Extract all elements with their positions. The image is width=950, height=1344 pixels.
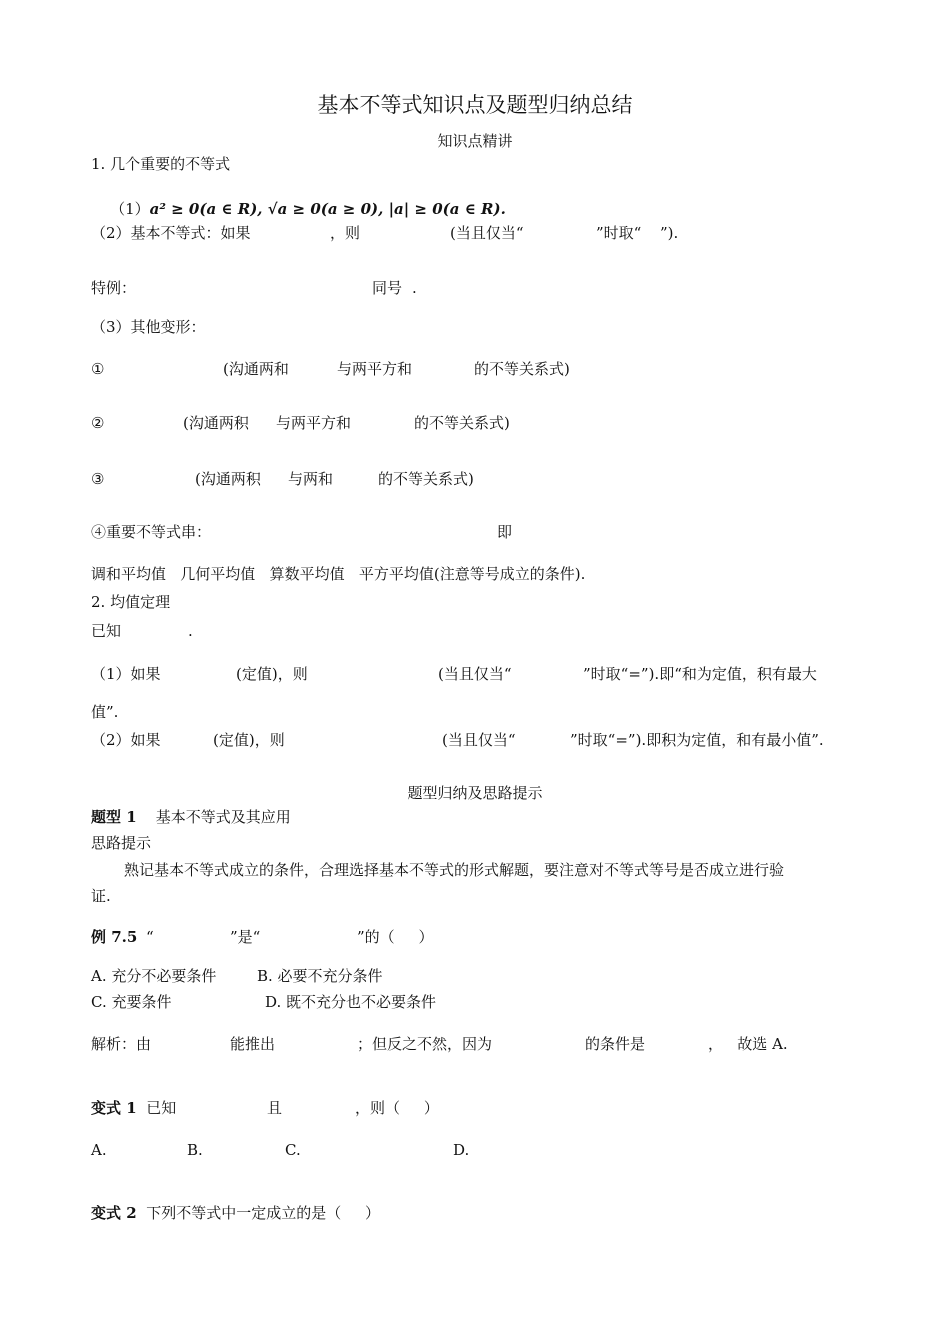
option-a: A. 充分不必要条件 <box>91 967 217 985</box>
text-fragment: (当且仅当“ <box>450 224 524 242</box>
given-label: 已知 <box>91 622 122 640</box>
item-number: （1） <box>110 200 150 218</box>
hint-text-continued: 证. <box>91 887 111 905</box>
text-fragment: (定值)，则 <box>236 665 308 683</box>
text-fragment: 的不等关系式) <box>378 470 474 488</box>
text-fragment: . <box>412 279 417 297</box>
variant-1-option-b: B. <box>187 1141 203 1159</box>
text-fragment: (沟通两积 <box>195 470 261 488</box>
text-fragment: ；但反之不然，因为 <box>357 1035 493 1053</box>
document-title: 基本不等式知识点及题型归纳总结 <box>317 93 633 117</box>
text-fragment: ”时取“ <box>596 224 642 242</box>
hint-label: 思路提示 <box>91 834 152 852</box>
variant-1-label <box>91 1099 176 1117</box>
text-fragment: (当且仅当“ <box>438 665 512 683</box>
text-fragment: 的条件是 <box>585 1035 646 1053</box>
text-fragment: 已知 <box>146 1099 177 1117</box>
option-b: B. 必要不充分条件 <box>257 967 383 985</box>
variant-2-text: 下列不等式中一定成立的是（ ） <box>146 1204 381 1222</box>
mean-theorem-1: （1）如果 <box>91 665 161 683</box>
variant-2-label <box>91 1204 380 1222</box>
text-fragment: ，则 <box>330 224 361 242</box>
variant-1-number: ① <box>91 360 105 378</box>
variant-number: 变式 2 <box>91 1204 137 1222</box>
text-fragment: 与两平方和 <box>276 414 352 432</box>
inequality-formula: a² ≥ 0(a ∈ R), √a ≥ 0(a ≥ 0), |a| ≥ 0(a ∈ R). <box>149 200 506 218</box>
text-fragment: ， 故选 A. <box>708 1035 788 1053</box>
text-fragment: 的不等关系式) <box>414 414 510 432</box>
means-line: 调和平均值 几何平均值 算数平均值 平方平均值(注意等号成立的条件). <box>91 565 586 583</box>
example-label <box>91 928 137 946</box>
text-fragment: （2）基本不等式：如果 <box>91 224 251 242</box>
text-fragment: 值”. <box>91 703 119 721</box>
variant-3-number: ③ <box>91 470 105 488</box>
text-fragment: 且 <box>267 1099 283 1117</box>
type-label: 题型 1 <box>91 808 137 826</box>
inequality-chain-label: ④重要不等式串： <box>91 523 212 541</box>
text-fragment: ”时取“=”).即“和为定值，积有最大 <box>583 665 817 683</box>
text-fragment: ”). <box>660 224 679 242</box>
section-heading-knowledge: 知识点精讲 <box>437 132 513 150</box>
variant-1-option-d: D. <box>453 1141 470 1159</box>
hint-text: 熟记基本不等式成立的条件，合理选择基本不等式的形式解题，要注意对不等式等号是否成立进行验 <box>124 861 785 879</box>
text-fragment: (定值)，则 <box>213 731 285 749</box>
example-number: 例 7.5 <box>91 928 138 946</box>
text-fragment: ”时取“=”).即积为定值，和有最小值”. <box>570 731 824 749</box>
other-variants-heading: （3）其他变形： <box>91 318 206 336</box>
text-fragment: ”是“ <box>230 928 261 946</box>
text-fragment: . <box>188 622 193 640</box>
knowledge-point-1: 1. 几个重要的不等式 <box>91 155 231 173</box>
variant-number: 变式 1 <box>91 1099 137 1117</box>
section-heading-types: 题型归纳及思路提示 <box>407 784 543 802</box>
mean-theorem-2: （2）如果 <box>91 731 161 749</box>
variant-1-option-c: C. <box>285 1141 301 1159</box>
text-fragment: “ <box>146 928 154 946</box>
text-fragment: 与两和 <box>288 470 334 488</box>
special-case-label: 特例： <box>91 279 137 297</box>
type-title: 基本不等式及其应用 <box>155 808 291 826</box>
text-fragment: (当且仅当“ <box>442 731 516 749</box>
text-fragment: 的不等关系式) <box>474 360 570 378</box>
option-c: C. 充要条件 <box>91 993 172 1011</box>
text-fragment: 即 <box>497 523 513 541</box>
text-fragment: 与两平方和 <box>337 360 413 378</box>
text-fragment: ”的（ ） <box>357 928 434 946</box>
text-fragment: (沟通两积 <box>183 414 249 432</box>
basic-inequality-line <box>91 224 251 242</box>
variant-1-option-a: A. <box>91 1141 107 1159</box>
text-fragment: ，则（ ） <box>355 1099 439 1117</box>
text-fragment: 同号 <box>372 279 403 297</box>
type-1-heading <box>91 808 291 826</box>
text-fragment: (沟通两和 <box>223 360 289 378</box>
text-fragment: 能推出 <box>230 1035 276 1053</box>
knowledge-point-2: 2. 均值定理 <box>91 593 171 611</box>
variant-2-number: ② <box>91 414 105 432</box>
solution-label: 解析：由 <box>91 1035 152 1053</box>
option-d: D. 既不充分也不必要条件 <box>265 993 437 1011</box>
